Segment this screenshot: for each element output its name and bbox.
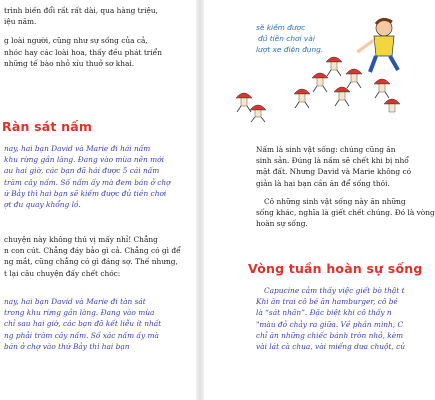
running-mushrooms-illustration — [224, 14, 400, 124]
mushroom-icon — [384, 99, 400, 112]
text-line: giản là hai bạn cần ăn để sống thôi. — [256, 178, 390, 188]
mushroom-icon — [334, 87, 350, 106]
left-page — [0, 0, 196, 400]
text-line: g loài người, cũng như sự sống của cả, — [4, 36, 148, 46]
text-line: ứ Bảy thì hai bạn sẽ kiếm được đủ tiền chơi — [4, 188, 167, 198]
text-line: n con cút. Chẳng đáy bảo gì cả. Chẳng có gì để — [4, 246, 181, 256]
text-line: Khi ăn trai cô bé ăn hamburger, cô bé — [256, 297, 398, 307]
text-line: nay, hai bạn David và Marie đi tàn sát — [4, 297, 146, 306]
text-line: trong khu rừng gần làng. Đang vào mùa — [4, 308, 155, 318]
caption-line: đủ tiền chơi vài — [258, 34, 315, 43]
body-paragraph-2 — [208, 196, 435, 230]
mushroom-icon — [312, 73, 328, 92]
text-line: sống khác, nghĩa là giết chết chúng. Đó là vòng — [256, 208, 435, 218]
text-line: vài lát cà chua, vài miếng dưa chuột, củ — [256, 341, 406, 351]
text-line: chỉ sau hai giờ, các bạn đã kết liễu ít nhất — [4, 319, 162, 329]
text-line: trình biến đổi rất rất dài, qua hàng triệu, — [4, 6, 159, 15]
text-line: trăm cây nấm. Số nấm ấy mà đem bán ở chợ — [4, 177, 171, 187]
mushroom-icon — [236, 93, 252, 112]
mushroom-icon — [374, 79, 390, 98]
text-line: chuyện này không thú vị mấy nhỉ! Chẳng — [4, 235, 158, 244]
story-paragraph-retold — [4, 296, 161, 352]
text-line: là “sát nhân”. Đặc biệt khi cô thấy n — [256, 308, 392, 318]
text-line: au hai giờ, các bạn đã hái được 5 cái nấm — [4, 166, 160, 176]
section-heading-life-cycle: Vòng tuần hoàn sự sống — [248, 261, 423, 276]
text-line: sinh sản. Đúng là nấm sẽ chết khi bị nhổ — [256, 156, 409, 166]
text-line: mặt đất. Nhưng David và Marie không có — [256, 167, 412, 177]
running-boy-figure — [357, 19, 398, 72]
text-line: iệu năm. — [4, 17, 37, 27]
section-heading-slaughter: Ràn sát nấm — [2, 119, 93, 134]
text-line: ợt đu quay khổng lồ. — [4, 199, 81, 209]
text-line: "màu đỏ chảy ra giữa. Về phần mình, C — [256, 319, 404, 329]
body-paragraph — [208, 144, 411, 189]
body-paragraph — [4, 234, 181, 279]
text-line: ng phải trăm cây nấm. Số xác nấm ấy mà — [4, 330, 159, 340]
text-line: những tế bào nhỏ xíu thuở sơ khai. — [4, 58, 135, 68]
book-gutter — [196, 0, 204, 400]
mushroom-icon — [250, 105, 266, 122]
story-paragraph — [4, 143, 171, 210]
text-line: bán ở chợ vào thứ Bảy thì hai bạn — [4, 341, 130, 351]
mushroom-icon — [326, 57, 342, 76]
mushroom-icon — [346, 69, 362, 88]
text-line: nhóc hay các loài hoa, thấy đều phát triển — [4, 47, 162, 57]
caption-line: sẽ kiếm được — [256, 23, 306, 32]
text-line: Cô những sinh vật sống này ăn những — [264, 197, 406, 206]
text-line: nay, hai bạn David và Marie đi hái nấm — [4, 144, 151, 153]
right-page — [204, 0, 435, 400]
text-line: khu rừng gần làng. Đang vào mùa nên mới — [4, 155, 164, 165]
text-line: Capucine cảm thấy việc giết bò thật t — [264, 286, 405, 295]
text-line: chỉ ăn những chiếc bánh tròn nhỏ, kèm — [256, 330, 404, 340]
text-line: ng mắt, cũng chẳng có gì đáng sợ. Thế nhưng, — [4, 257, 178, 267]
mushroom-icon — [294, 89, 310, 108]
text-line: t lại câu chuyện đấy chết chóc: — [4, 268, 121, 278]
text-line: hoàn sự sống. — [256, 219, 308, 229]
intro-paragraph — [4, 5, 162, 69]
story-paragraph — [208, 285, 405, 352]
text-line: Nấm là sinh vật sống: chúng cũng ăn — [256, 145, 396, 154]
caption-line: lượt xe điện đụng. — [256, 45, 324, 54]
